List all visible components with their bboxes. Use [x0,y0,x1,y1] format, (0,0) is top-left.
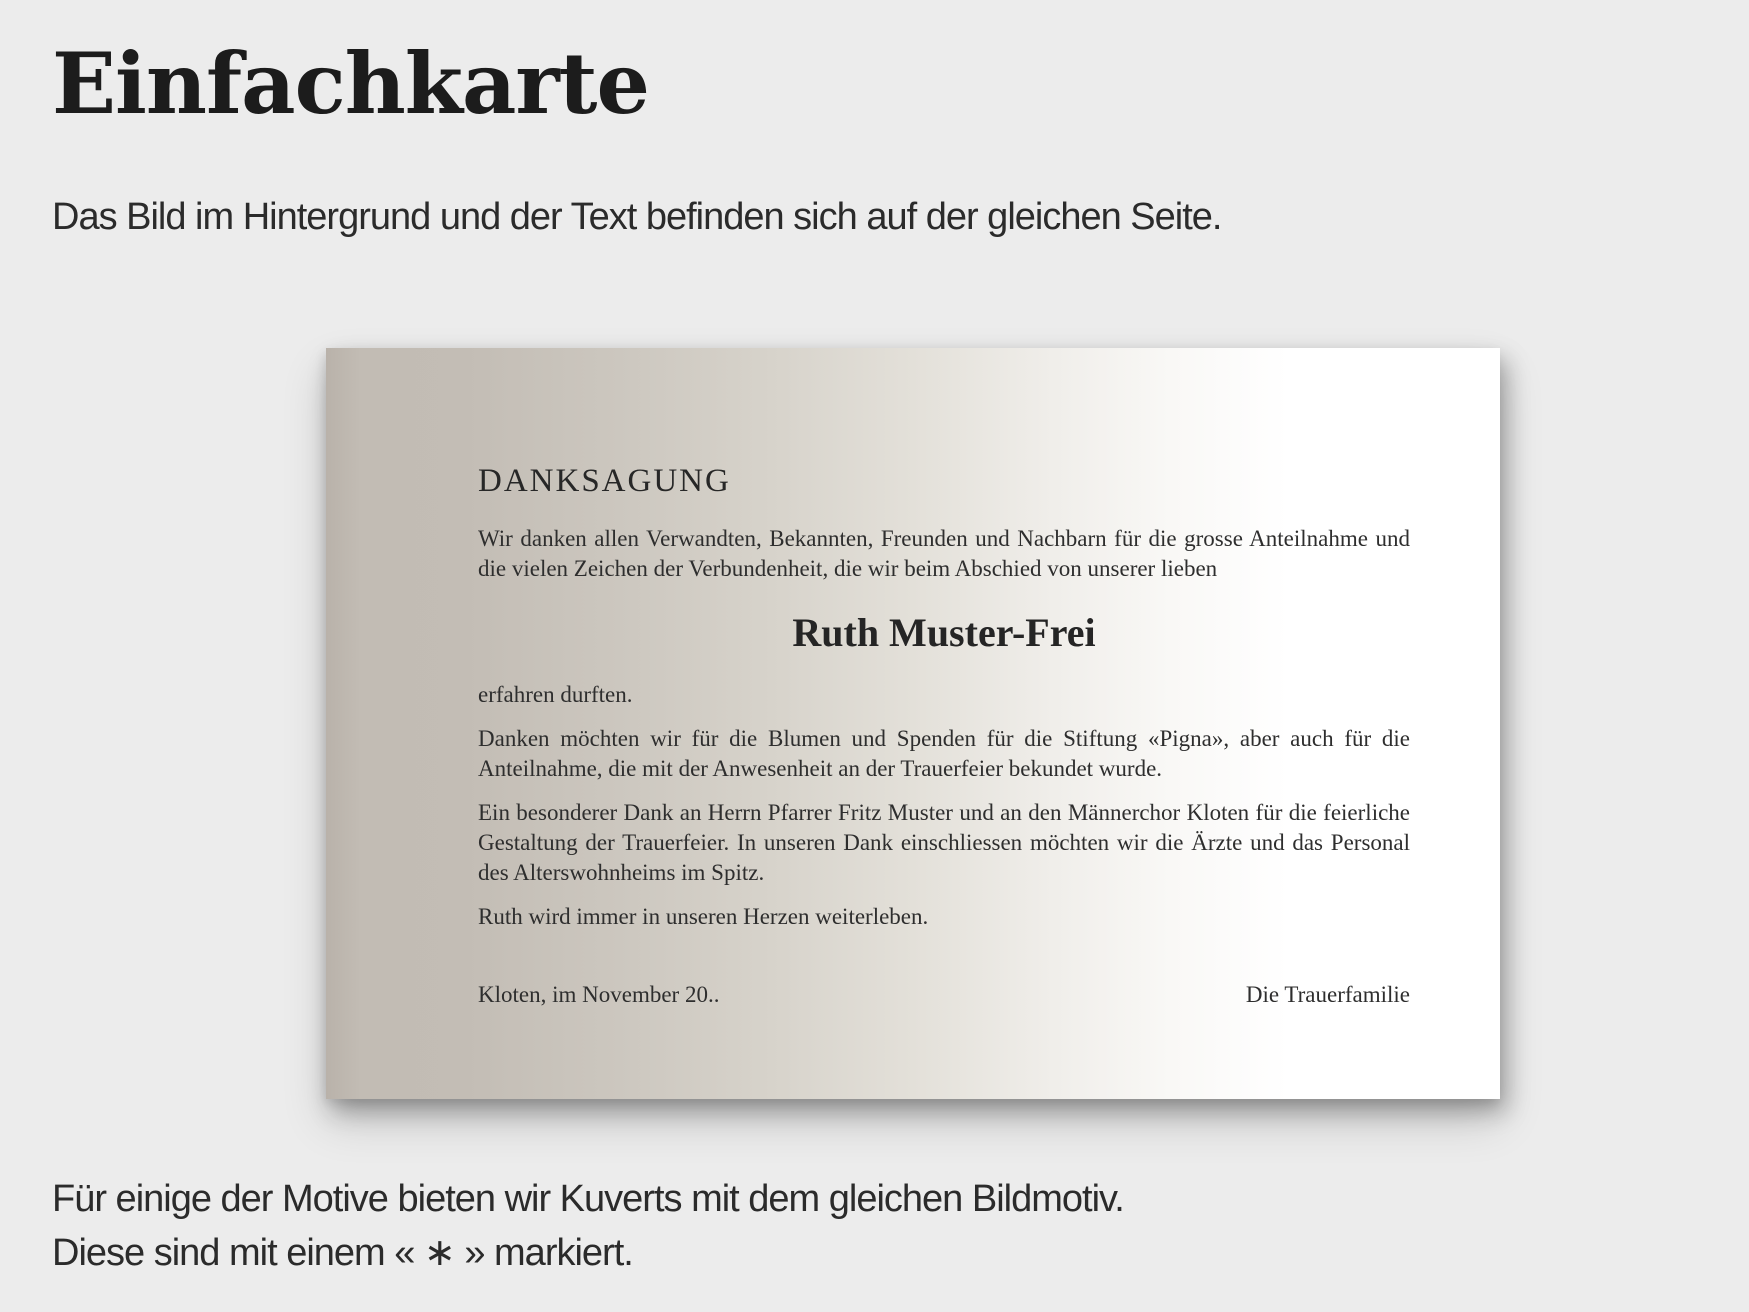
card-text-block [478,462,1410,1010]
card-place-date: Kloten, im November 20.. [478,982,720,1007]
page-title: Einfachkarte [52,34,649,133]
card-thanks-paragraph: Danken möchten wir für die Blumen und Spenden für die Stiftung «Pigna», aber auch für die Anteilnahme, die mit der Anwesenheit an der Trauerfeier bekundet wurde. [478,726,1410,781]
footer-note-line-1: Für einige der Motive bieten wir Kuverts mit dem gleichen Bildmotiv. [52,1178,1124,1220]
card-after-name-line: erfahren durften. [478,682,633,707]
card-intro-paragraph: Wir danken allen Verwandten, Bekannten, Freunden und Nachbarn für die grosse Anteilnahme und die vielen Zeichen der Verbundenheit, die wir beim Abschied von unserer lieben [478,526,1410,581]
footer-note-line-2: Diese sind mit einem « ∗ » markiert. [52,1232,633,1274]
page-subtitle: Das Bild im Hintergrund und der Text befinden sich auf der gleichen Seite. [52,196,1222,238]
card-special-thanks-paragraph: Ein besonderer Dank an Herrn Pfarrer Fritz Muster und an den Männerchor Kloten für die feierliche Gestaltung der Trauerfeier. In unseren Dank einschliessen möchten wir die Ärzte und das Personal des Alterswohnheims im Spitz. [478,800,1410,885]
card-bottom-row [478,980,1410,1010]
card-signature: Die Trauerfamilie [1245,982,1410,1007]
footer-note [52,1172,1124,1280]
card-closing-line: Ruth wird immer in unseren Herzen weiterleben. [478,904,929,929]
card-heading: DANKSAGUNG [478,463,731,499]
deceased-name: Ruth Muster-Frei [792,610,1096,655]
card-preview [326,348,1500,1099]
